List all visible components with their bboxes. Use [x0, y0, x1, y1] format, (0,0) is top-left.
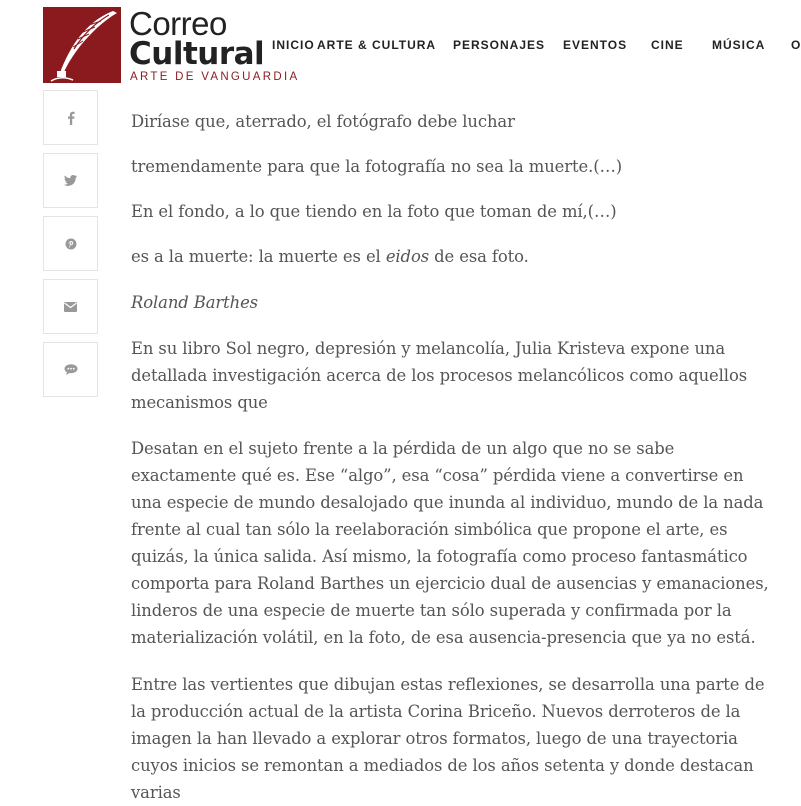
quill-logo-icon [43, 7, 121, 83]
quote-line: Diríase que, aterrado, el fotógrafo debe luchar [131, 112, 515, 131]
nav-item-arte-cultura[interactable]: ARTE & CULTURA [317, 38, 437, 52]
quote-line: tremendamente para que la fotografía no sea la muerte.(…) [131, 157, 623, 176]
logo-wordmark-line1: Correo [129, 5, 227, 42]
quote-emphasis: eidos [385, 247, 430, 266]
share-twitter-button[interactable] [43, 153, 98, 208]
share-comment-button[interactable] [43, 342, 98, 397]
quote-line: es a la muerte: la muerte es el eidos de esa foto. [131, 247, 529, 266]
nav-item-inicio[interactable]: INICIO [272, 38, 315, 52]
pinterest-icon [65, 238, 77, 250]
email-icon [64, 302, 77, 312]
twitter-icon [64, 175, 77, 186]
nav-item-eventos[interactable]: EVENTOS [563, 38, 628, 52]
share-pinterest-button[interactable] [43, 216, 98, 271]
quote-line: En el fondo, a lo que tiendo en la foto que toman de mí,(…) [131, 202, 617, 221]
site-header [0, 0, 800, 90]
nav-item-musica[interactable]: MÚSICA [712, 38, 766, 52]
facebook-icon [66, 111, 76, 125]
article-paragraph: Desatan en el sujeto frente a la pérdida de un algo que no se sabe exactamente qué es. Ese “algo”, esa “cosa” pérdida viene a convertirse en una especie de mundo desalojado que inunda al individuo, mundo de la nada frente al cual tan sólo la reelaboración simbólica que propone el arte, es quizás, la única salida. Así mismo, la fotografía como proceso fantasmático comporta para Roland Barthes un ejercicio dual de ausencias y emanaciones, linderos de una especie de muerte tan sólo superada y confirmada por la materialización volátil, en la foto, de esa ausencia-presencia que ya no está. [131, 439, 769, 647]
nav-item-cine[interactable]: CINE [651, 38, 684, 52]
share-email-button[interactable] [43, 279, 98, 334]
nav-item-personajes[interactable]: PERSONAJES [453, 38, 546, 52]
nav-item-overflow[interactable]: O [791, 38, 801, 52]
article-paragraph: En su libro Sol negro, depresión y melancolía, Julia Kristeva expone una detallada investigación acerca de los procesos melancólicos como aquellos mecanismos que [131, 339, 748, 412]
comment-icon [64, 364, 78, 375]
logo-wordmark-line2: Cultural [129, 36, 265, 72]
quote-author: Roland Barthes [131, 293, 258, 312]
logo-tagline: ARTE DE VANGUARDIA [130, 71, 300, 83]
share-facebook-button[interactable] [43, 90, 98, 145]
article-paragraph: Entre las vertientes que dibujan estas reflexiones, se desarrolla una parte de la producción actual de la artista Corina Briceño. Nuevos derroteros de la imagen la han llevado a explorar otros formatos, luego de una trayectoria cuyos inicios se remontan a mediados de los años setenta y donde destacan varias [131, 675, 765, 802]
